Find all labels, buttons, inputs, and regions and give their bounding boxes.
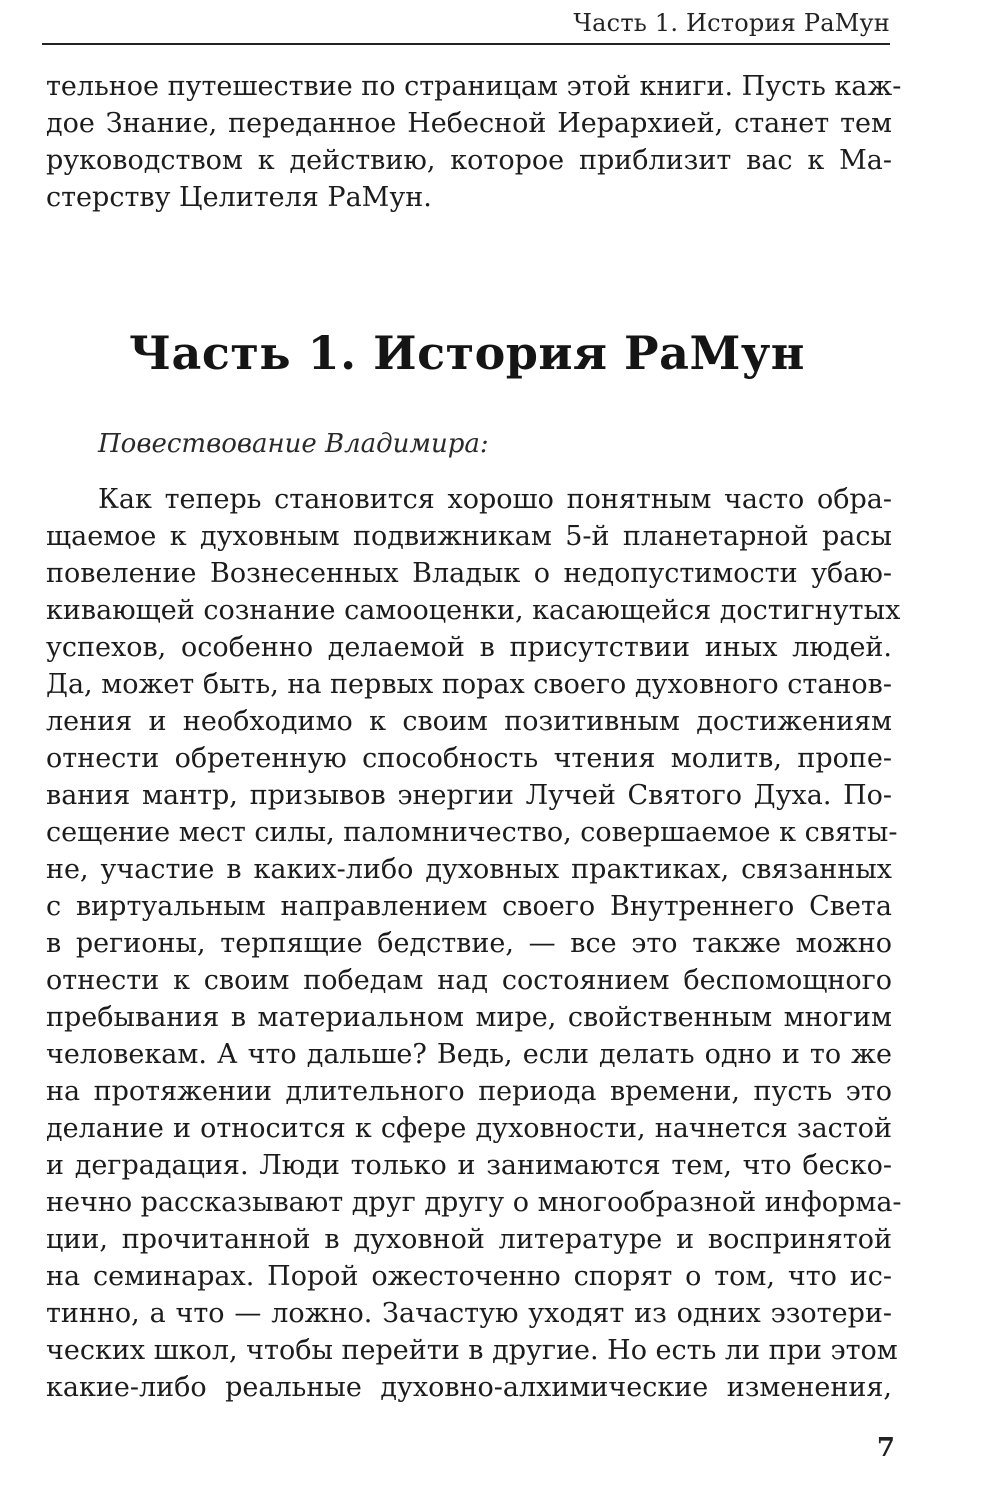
body-line: в регионы, терпящие бедствие, — все это также можно [46,928,892,959]
header-rule [42,43,890,45]
body-line: отнести обретенную способность чтения молитв, пропе- [46,743,892,774]
intro-line: дое Знание, переданное Небесной Иерархией, станет тем [46,108,892,139]
body-line: повеление Вознесенных Владык о недопустимости убаю- [46,558,892,589]
body-line: ции, прочитанной в духовной литературе и воспринятой [46,1224,892,1255]
body-line: на протяжении длительного периода времени, пусть это [46,1076,892,1107]
body-line: ления и необходимо к своим позитивным достижениям [46,706,892,737]
chapter-title: Часть 1. История РаМун [129,326,805,380]
body-line: ческих школ, чтобы перейти в другие. Но есть ли при этом [46,1335,898,1366]
body-line: тинно, а что — ложно. Зачастую уходят из одних эзотери- [46,1298,892,1329]
body-line: Да, может быть, на первых порах своего духовного станов- [46,669,892,700]
chapter-subtitle: Повествование Владимира: [98,429,489,459]
body-line: отнести к своим победам над состоянием беспомощного [46,965,892,996]
running-header: Часть 1. История РаМун [573,9,890,37]
body-line: с виртуальным направлением своего Внутреннего Света [46,891,892,922]
body-line: вания мантр, призывов энергии Лучей Святого Духа. По- [46,780,892,811]
body-line: кивающей сознание самооценки, касающейся достигнутых [46,595,901,626]
body-line: и деградация. Люди только и занимаются тем, что беско- [46,1150,892,1181]
page-number: 7 [876,1433,895,1463]
body-line: нечно рассказывают друг другу о многообразной информа- [46,1187,902,1218]
body-line: сещение мест силы, паломничество, совершаемое к святы- [46,817,898,848]
body-line: на семинарах. Порой ожесточенно спорят о том, что ис- [46,1261,892,1292]
body-line: не, участие в каких-либо духовных практиках, связанных [46,854,892,885]
body-line: делание и относится к сфере духовности, начнется застой [46,1113,892,1144]
body-line: какие-либо реальные духовно-алхимические изменения, [46,1372,892,1403]
intro-line: тельное путешествие по страницам этой книги. Пусть каж- [46,71,902,102]
body-line: пребывания в материальном мире, свойственным многим [46,1002,892,1033]
intro-line: стерству Целителя РаМун. [46,182,432,213]
body-line: успехов, особенно делаемой в присутствии иных людей. [46,632,892,663]
body-line: щаемое к духовным подвижникам 5-й планетарной расы [46,521,892,552]
intro-line: руководством к действию, которое приблизит вас к Ма- [46,145,892,176]
body-line: Как теперь становится хорошо понятным часто обра- [98,484,892,515]
body-line: человекам. А что дальше? Ведь, если делать одно и то же [46,1039,892,1070]
